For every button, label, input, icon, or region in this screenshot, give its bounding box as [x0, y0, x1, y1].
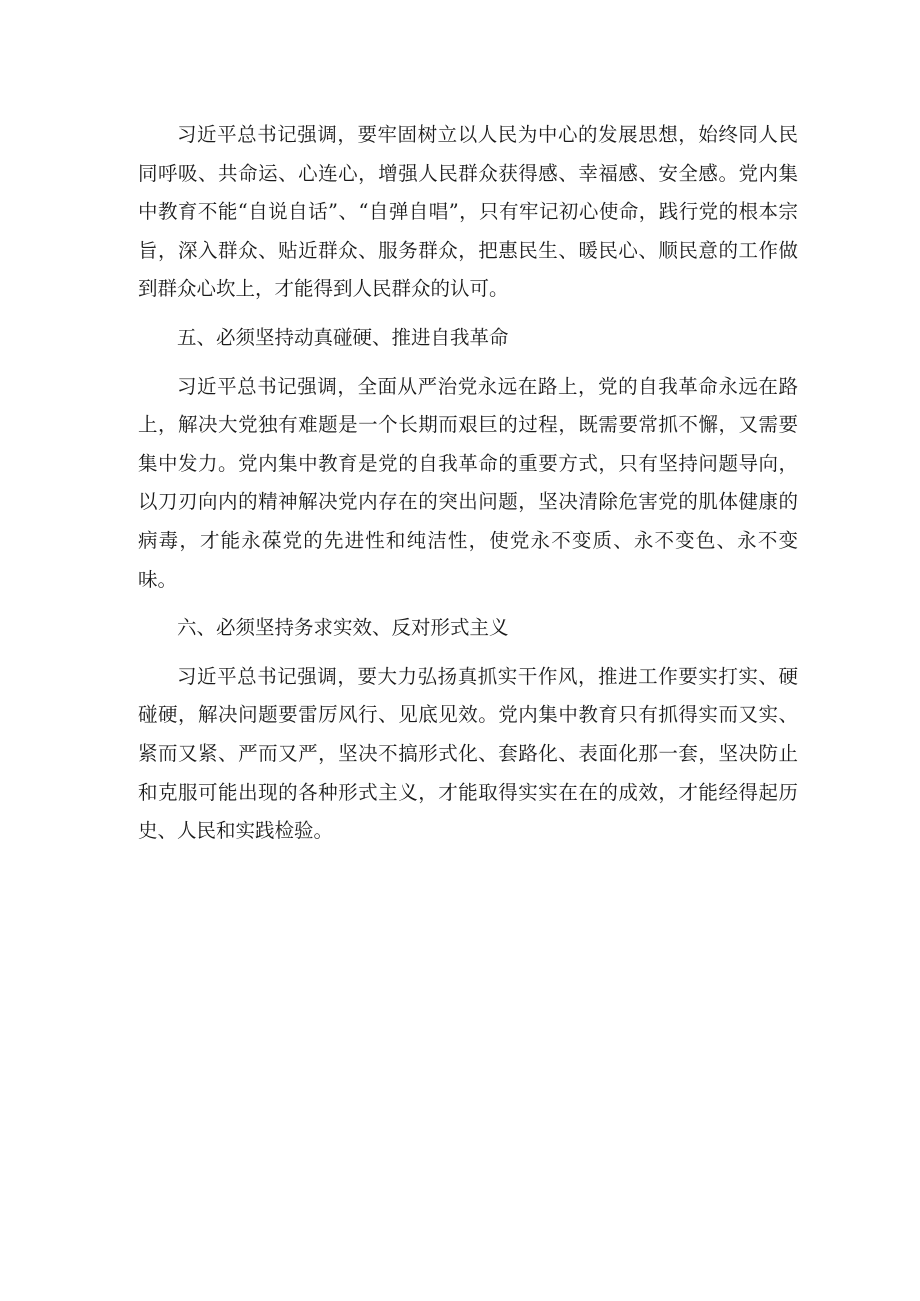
paragraph-self-revolution: 习近平总书记强调，全面从严治党永远在路上，党的自我革命永远在路上，解决大党独有难题是一个长期而艰巨的过程，既需要常抓不懈，又需要集中发力。党内集中教育是党的自我革命的重要方式，只有坚持问题导向，以刀刃向内的精神解决党内存在的突出问题，坚决清除危害党的肌体健康的病毒，才能永葆党的先进性和纯洁性，使党永不变质、永不变色、永不变味。 — [138, 374, 798, 591]
document-body — [138, 116, 798, 861]
section-heading-six: 六、必须坚持务求实效、反对形式主义 — [177, 616, 509, 640]
section-heading-five: 五、必须坚持动真碰硬、推进自我革命 — [177, 325, 509, 349]
paragraph-people-centered: 习近平总书记强调，要牢固树立以人民为中心的发展思想，始终同人民同呼吸、共命运、心连心，增强人民群众获得感、幸福感、安全感。党内集中教育不能“自说自话”、“自弹自唱”，只有牢记初心使命，践行党的根本宗旨，深入群众、贴近群众、服务群众，把惠民生、暖民心、顺民意的工作做到群众心坎上，才能得到人民群众的认可。 — [138, 123, 798, 301]
paragraph-practical-results: 习近平总书记强调，要大力弘扬真抓实干作风，推进工作要实打实、硬碰硬，解决问题要雷厉风行、见底见效。党内集中教育只有抓得实而又实、紧而又紧、严而又严，坚决不搞形式化、套路化、表面化那一套，坚决防止和克服可能出现的各种形式主义，才能取得实实在在的成效，才能经得起历史、人民和实践检验。 — [138, 664, 798, 843]
